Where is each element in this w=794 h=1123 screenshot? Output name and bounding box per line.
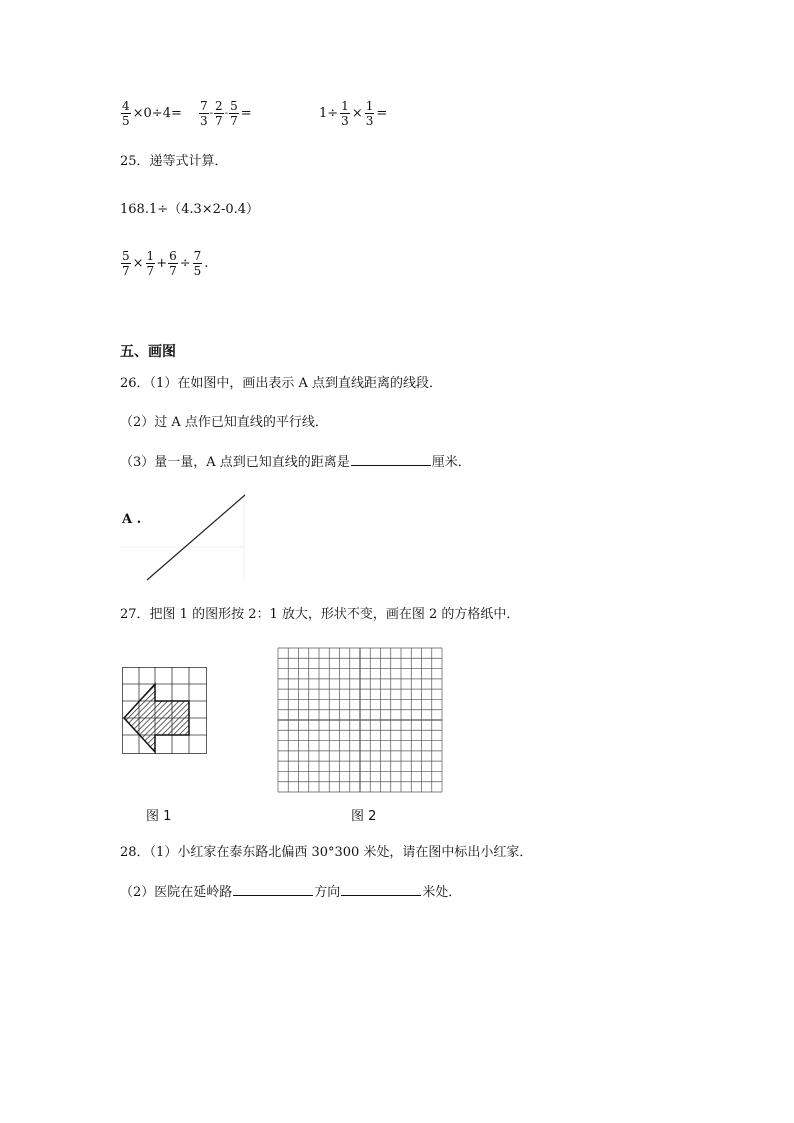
expression-rest: ×0÷4= xyxy=(132,106,182,121)
figure-1-caption: 图 1 xyxy=(146,809,172,824)
section-5-heading: 五、画图 xyxy=(120,344,176,360)
figure-2-grid-lines xyxy=(278,648,442,792)
numerator: 1 xyxy=(365,99,374,113)
denominator: 5 xyxy=(193,264,202,278)
operator: × xyxy=(351,106,363,121)
point-a-label: A . xyxy=(122,512,142,527)
numerator: 2 xyxy=(215,99,223,113)
arrow-shape xyxy=(124,684,189,752)
question-25-expression-2 xyxy=(120,250,209,277)
question-28-line-2-suffix: 米处． xyxy=(422,885,462,900)
question-28-line-2-middle: 方向 xyxy=(314,885,341,900)
denominator: 5 xyxy=(122,114,130,128)
figure-1-svg xyxy=(122,667,208,755)
figure-2-grid[interactable] xyxy=(277,647,443,793)
fraction xyxy=(365,100,375,127)
numerator: 4 xyxy=(122,99,130,113)
numerator: 6 xyxy=(169,249,177,263)
answer-blank-direction[interactable] xyxy=(233,882,313,896)
equals-sign: = xyxy=(376,106,388,121)
fraction xyxy=(199,100,209,127)
question-28-line-2-prefix: （2）医院在延岭路 xyxy=(120,885,233,900)
operator: × xyxy=(132,256,144,271)
figure-1-grid xyxy=(122,667,208,755)
answer-blank-distance-meters[interactable] xyxy=(341,882,421,896)
period: . xyxy=(204,256,209,271)
expression-fraction-subtraction xyxy=(198,100,253,127)
given-straight-line xyxy=(147,495,245,580)
operator: - xyxy=(224,108,229,119)
question-26-line-3-prefix: （3）量一量，A 点到已知直线的距离是 xyxy=(120,455,350,470)
fraction xyxy=(229,100,239,127)
question-26-line-3-suffix: 厘米． xyxy=(431,455,471,470)
fraction xyxy=(146,250,156,277)
figure-point-and-line xyxy=(120,492,250,584)
operator: - xyxy=(209,108,214,119)
denominator: 7 xyxy=(146,264,155,278)
denominator: 3 xyxy=(341,114,349,128)
fraction xyxy=(193,250,203,277)
expression-fraction-times-zero xyxy=(120,100,183,127)
fraction xyxy=(340,100,350,127)
denominator: 3 xyxy=(200,114,208,128)
equals-sign: = xyxy=(240,106,252,121)
answer-blank-distance[interactable] xyxy=(351,452,431,466)
question-27-line-1: 27．把图 1 的图形按 2：1 放大，形状不变，画在图 2 的方格纸中． xyxy=(120,607,520,622)
figure-2-caption: 图 2 xyxy=(351,809,377,824)
numerator: 5 xyxy=(122,249,130,263)
numerator: 7 xyxy=(193,249,202,263)
expression-division xyxy=(318,100,388,127)
numerator: 7 xyxy=(200,99,208,113)
numerator: 5 xyxy=(230,99,238,113)
denominator: 7 xyxy=(215,114,223,128)
question-26-line-3 xyxy=(120,452,471,471)
question-28-line-2 xyxy=(120,882,461,901)
denominator: 3 xyxy=(365,114,374,128)
operator: ÷ xyxy=(179,256,191,271)
denominator: 7 xyxy=(122,264,130,278)
expression-lead: 1÷ xyxy=(319,106,339,121)
fraction xyxy=(214,100,224,127)
fraction xyxy=(121,100,131,127)
fraction xyxy=(121,250,131,277)
figure-2-svg xyxy=(277,647,443,793)
denominator: 7 xyxy=(230,114,238,128)
question-25-expression-1: 168.1÷（4.3×2-0.4） xyxy=(120,202,260,217)
line-diagram xyxy=(120,492,250,584)
numerator: 1 xyxy=(146,249,155,263)
operator: + xyxy=(156,256,168,271)
question-26-line-1: 26．（1）在如图中，画出表示 A 点到直线距离的线段． xyxy=(120,376,442,391)
question-26-line-2: （2）过 A 点作已知直线的平行线． xyxy=(120,415,328,430)
numerator: 1 xyxy=(341,99,349,113)
denominator: 7 xyxy=(169,264,177,278)
question-28-line-1: 28．（1）小红家在泰东路北偏西 30°300 米处，请在图中标出小红家． xyxy=(120,845,533,860)
question-25-title: 25．递等式计算． xyxy=(120,154,228,169)
fraction xyxy=(168,250,178,277)
